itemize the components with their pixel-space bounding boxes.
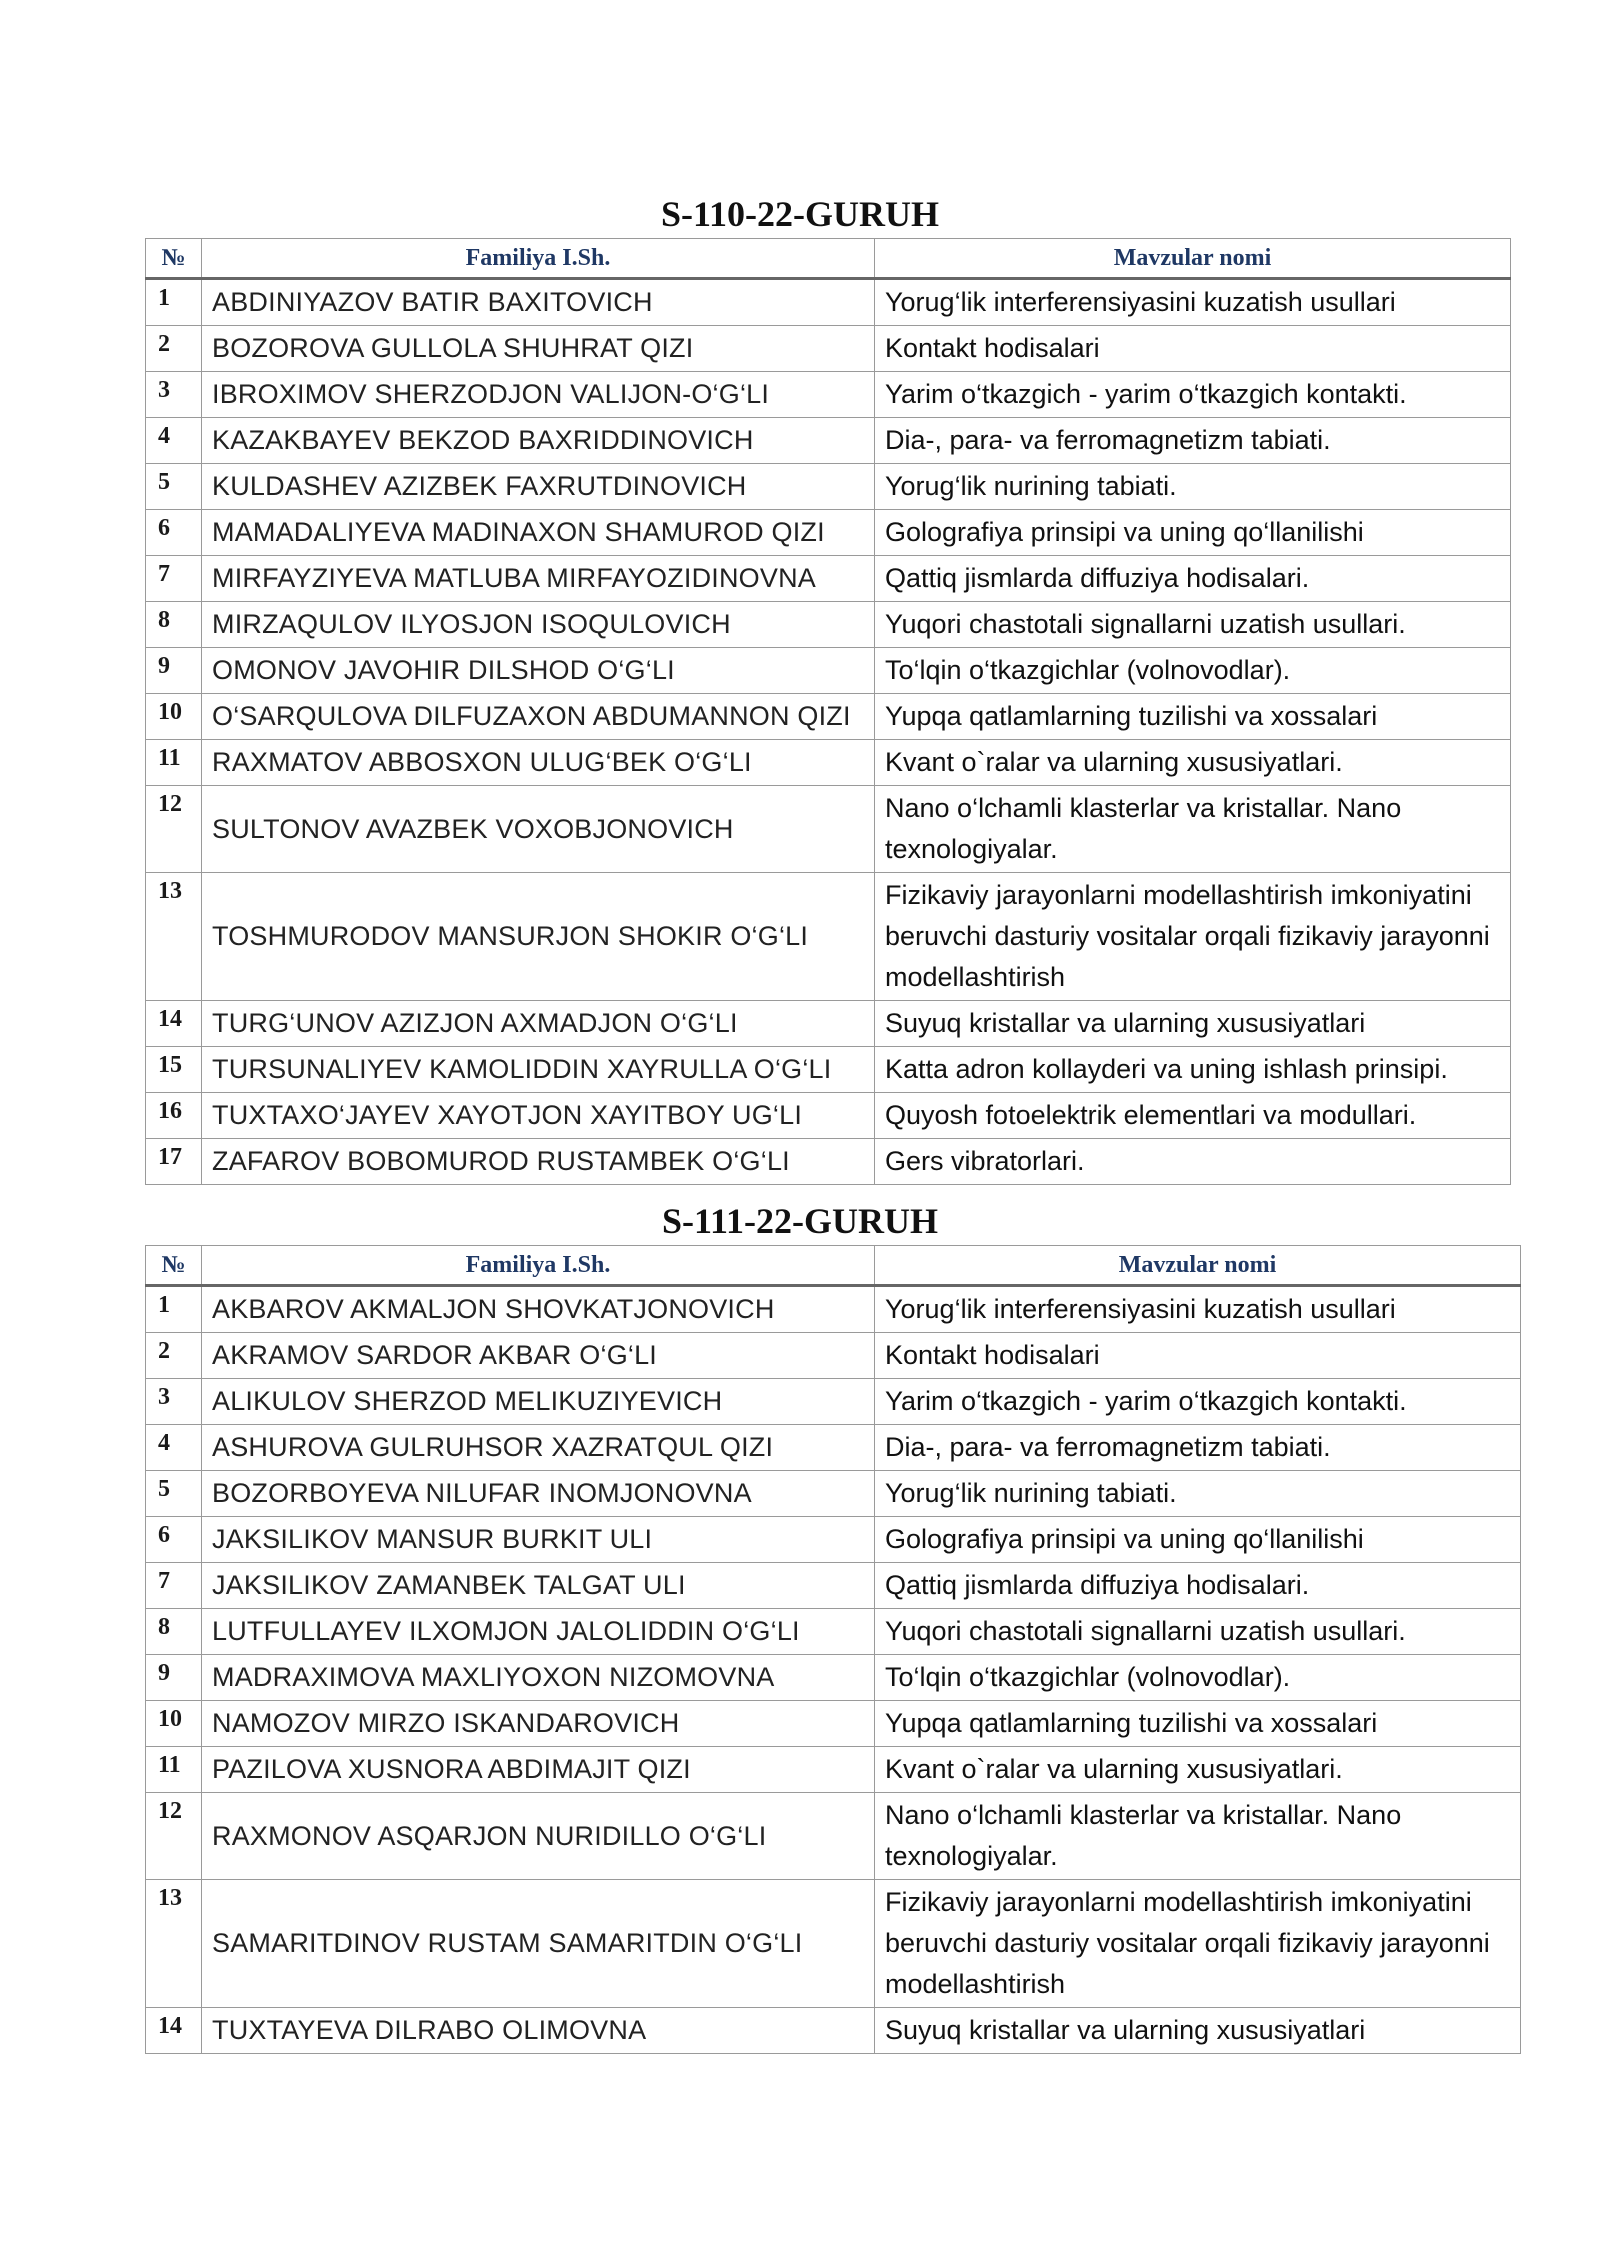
- topic-cell: Yupqa qatlamlarning tuzilishi va xossalari: [875, 694, 1511, 740]
- student-name-cell: SULTONOV AVAZBEK VOXOBJONOVICH: [202, 786, 875, 873]
- student-name-cell: TUXTAXO‘JAYEV XAYOTJON XAYITBOY UG‘LI: [202, 1093, 875, 1139]
- topic-cell: Fizikaviy jarayonlarni modellashtirish imkoniyatini beruvchi dasturiy vositalar orqali fizikaviy jarayonni modellashtirish: [875, 1880, 1521, 2008]
- topic-cell: To‘lqin o‘tkazgichlar (volnovodlar).: [875, 648, 1511, 694]
- student-name-cell: TURSUNALIYEV KAMOLIDDIN XAYRULLA O‘G‘LI: [202, 1047, 875, 1093]
- student-name-cell: PAZILOVA XUSNORA ABDIMAJIT QIZI: [202, 1747, 875, 1793]
- table-row: [146, 1047, 1511, 1093]
- table-row: [146, 1425, 1521, 1471]
- table-row: [146, 1286, 1521, 1333]
- student-name-cell: NAMOZOV MIRZO ISKANDAROVICH: [202, 1701, 875, 1747]
- student-topics-table: [145, 1245, 1521, 2054]
- row-number: 10: [146, 694, 202, 740]
- row-number: 1: [146, 1286, 202, 1333]
- column-header-name: Familiya I.Sh.: [202, 1246, 875, 1286]
- group-title: S-111-22-GURUH: [661, 1201, 938, 1241]
- table-row: [146, 510, 1511, 556]
- row-number: 6: [146, 1517, 202, 1563]
- row-number: 13: [146, 1880, 202, 2008]
- topic-cell: Dia-, para- va ferromagnetizm tabiati.: [875, 1425, 1521, 1471]
- table-row: [146, 1880, 1521, 2008]
- topic-cell: Yarim o‘tkazgich - yarim o‘tkazgich kontakti.: [875, 1379, 1521, 1425]
- table-body: [146, 279, 1511, 1185]
- topic-cell: Yuqori chastotali signallarni uzatish usullari.: [875, 602, 1511, 648]
- table-row: [146, 1747, 1521, 1793]
- topic-cell: Golografiya prinsipi va uning qo‘llanilishi: [875, 1517, 1521, 1563]
- row-number: 8: [146, 1609, 202, 1655]
- student-name-cell: TUXTAYEVA DILRABO OLIMOVNA: [202, 2008, 875, 2054]
- student-name-cell: KAZAKBAYEV BEKZOD BAXRIDDINOVICH: [202, 418, 875, 464]
- table-row: [146, 1379, 1521, 1425]
- row-number: 3: [146, 1379, 202, 1425]
- student-name-cell: LUTFULLAYEV ILXOMJON JALOLIDDIN O‘G‘LI: [202, 1609, 875, 1655]
- table-row: [146, 418, 1511, 464]
- row-number: 5: [146, 1471, 202, 1517]
- topic-cell: Quyosh fotoelektrik elementlari va modullari.: [875, 1093, 1511, 1139]
- table-row: [146, 1609, 1521, 1655]
- column-header-number: №: [146, 1246, 202, 1286]
- student-name-cell: BOZORBOYEVA NILUFAR INOMJONOVNA: [202, 1471, 875, 1517]
- row-number: 14: [146, 1001, 202, 1047]
- column-header-name: Familiya I.Sh.: [202, 239, 875, 279]
- table-row: [146, 786, 1511, 873]
- student-name-cell: TURG‘UNOV AZIZJON AXMADJON O‘G‘LI: [202, 1001, 875, 1047]
- topic-cell: Yorug‘lik interferensiyasini kuzatish usullari: [875, 1286, 1521, 1333]
- student-name-cell: KULDASHEV AZIZBEK FAXRUTDINOVICH: [202, 464, 875, 510]
- student-name-cell: ALIKULOV SHERZOD MELIKUZIYEVICH: [202, 1379, 875, 1425]
- student-name-cell: AKBAROV AKMALJON SHOVKATJONOVICH: [202, 1286, 875, 1333]
- topic-cell: Golografiya prinsipi va uning qo‘llanilishi: [875, 510, 1511, 556]
- table-row: [146, 1517, 1521, 1563]
- topic-cell: Suyuq kristallar va ularning xususiyatlari: [875, 1001, 1511, 1047]
- student-topics-table: [145, 238, 1511, 1185]
- topic-cell: Dia-, para- va ferromagnetizm tabiati.: [875, 418, 1511, 464]
- row-number: 12: [146, 1793, 202, 1880]
- row-number: 11: [146, 1747, 202, 1793]
- topic-cell: Yarim o‘tkazgich - yarim o‘tkazgich kontakti.: [875, 372, 1511, 418]
- topic-cell: Katta adron kollayderi va uning ishlash prinsipi.: [875, 1047, 1511, 1093]
- table-row: [146, 464, 1511, 510]
- row-number: 11: [146, 740, 202, 786]
- student-name-cell: BOZOROVA GULLOLA SHUHRAT QIZI: [202, 326, 875, 372]
- student-name-cell: OMONOV JAVOHIR DILSHOD O‘G‘LI: [202, 648, 875, 694]
- row-number: 7: [146, 1563, 202, 1609]
- student-name-cell: TOSHMURODOV MANSURJON SHOKIR O‘G‘LI: [202, 873, 875, 1001]
- row-number: 4: [146, 1425, 202, 1471]
- topic-cell: Gers vibratorlari.: [875, 1139, 1511, 1185]
- column-header-topic: Mavzular nomi: [875, 1246, 1521, 1286]
- table-header-row: [146, 239, 1511, 279]
- topic-cell: Kontakt hodisalari: [875, 326, 1511, 372]
- table-row: [146, 2008, 1521, 2054]
- table-row: [146, 556, 1511, 602]
- topic-cell: Fizikaviy jarayonlarni modellashtirish imkoniyatini beruvchi dasturiy vositalar orqali fizikaviy jarayonni modellashtirish: [875, 873, 1511, 1001]
- topic-cell: Yuqori chastotali signallarni uzatish usullari.: [875, 1609, 1521, 1655]
- table-row: [146, 1471, 1521, 1517]
- topic-cell: Kontakt hodisalari: [875, 1333, 1521, 1379]
- student-name-cell: AKRAMOV SARDOR AKBAR O‘G‘LI: [202, 1333, 875, 1379]
- row-number: 9: [146, 1655, 202, 1701]
- student-name-cell: RAXMATOV ABBOSXON ULUG‘BEK O‘G‘LI: [202, 740, 875, 786]
- student-name-cell: SAMARITDINOV RUSTAM SAMARITDIN O‘G‘LI: [202, 1880, 875, 2008]
- table-row: [146, 372, 1511, 418]
- table-row: [146, 1333, 1521, 1379]
- row-number: 2: [146, 326, 202, 372]
- table-row: [146, 1701, 1521, 1747]
- row-number: 15: [146, 1047, 202, 1093]
- table-body: [146, 1286, 1521, 2054]
- student-name-cell: MIRFAYZIYEVA MATLUBA MIRFAYOZIDINOVNA: [202, 556, 875, 602]
- row-number: 5: [146, 464, 202, 510]
- topic-cell: Kvant o`ralar va ularning xususiyatlari.: [875, 1747, 1521, 1793]
- table-row: [146, 279, 1511, 326]
- column-header-number: №: [146, 239, 202, 279]
- table-row: [146, 1793, 1521, 1880]
- row-number: 4: [146, 418, 202, 464]
- table-row: [146, 1655, 1521, 1701]
- row-number: 8: [146, 602, 202, 648]
- topic-cell: Yorug‘lik nurining tabiati.: [875, 464, 1511, 510]
- student-name-cell: JAKSILIKOV MANSUR BURKIT ULI: [202, 1517, 875, 1563]
- student-name-cell: RAXMONOV ASQARJON NURIDILLO O‘G‘LI: [202, 1793, 875, 1880]
- row-number: 10: [146, 1701, 202, 1747]
- table-row: [146, 873, 1511, 1001]
- student-name-cell: ABDINIYAZOV BATIR BAXITOVICH: [202, 279, 875, 326]
- student-name-cell: O‘SARQULOVA DILFUZAXON ABDUMANNON QIZI: [202, 694, 875, 740]
- topic-cell: Qattiq jismlarda diffuziya hodisalari.: [875, 556, 1511, 602]
- row-number: 14: [146, 2008, 202, 2054]
- topic-cell: Suyuq kristallar va ularning xususiyatlari: [875, 2008, 1521, 2054]
- topic-cell: Nano o‘lchamli klasterlar va kristallar. Nano texnologiyalar.: [875, 1793, 1521, 1880]
- group-section-1: [0, 190, 1600, 1185]
- topic-cell: Yorug‘lik interferensiyasini kuzatish usullari: [875, 279, 1511, 326]
- topic-cell: Kvant o`ralar va ularning xususiyatlari.: [875, 740, 1511, 786]
- table-row: [146, 326, 1511, 372]
- group-title: S-110-22-GURUH: [661, 194, 939, 234]
- topic-cell: Yorug‘lik nurining tabiati.: [875, 1471, 1521, 1517]
- student-name-cell: IBROXIMOV SHERZODJON VALIJON-O‘G‘LI: [202, 372, 875, 418]
- table-row: [146, 602, 1511, 648]
- student-name-cell: MAMADALIYEVA MADINAXON SHAMUROD QIZI: [202, 510, 875, 556]
- topic-cell: Yupqa qatlamlarning tuzilishi va xossalari: [875, 1701, 1521, 1747]
- row-number: 1: [146, 279, 202, 326]
- student-name-cell: ZAFAROV BOBOMUROD RUSTAMBEK O‘G‘LI: [202, 1139, 875, 1185]
- student-name-cell: JAKSILIKOV ZAMANBEK TALGAT ULI: [202, 1563, 875, 1609]
- table-row: [146, 1093, 1511, 1139]
- row-number: 2: [146, 1333, 202, 1379]
- table-row: [146, 740, 1511, 786]
- student-name-cell: MIRZAQULOV ILYOSJON ISOQULOVICH: [202, 602, 875, 648]
- student-name-cell: MADRAXIMOVA MAXLIYOXON NIZOMOVNA: [202, 1655, 875, 1701]
- row-number: 7: [146, 556, 202, 602]
- table-row: [146, 648, 1511, 694]
- row-number: 17: [146, 1139, 202, 1185]
- column-header-topic: Mavzular nomi: [875, 239, 1511, 279]
- row-number: 6: [146, 510, 202, 556]
- topic-cell: Nano o‘lchamli klasterlar va kristallar. Nano texnologiyalar.: [875, 786, 1511, 873]
- table-row: [146, 694, 1511, 740]
- topic-cell: To‘lqin o‘tkazgichlar (volnovodlar).: [875, 1655, 1521, 1701]
- table-header-row: [146, 1246, 1521, 1286]
- row-number: 16: [146, 1093, 202, 1139]
- group-section-2: [0, 1197, 1600, 2054]
- table-row: [146, 1139, 1511, 1185]
- topic-cell: Qattiq jismlarda diffuziya hodisalari.: [875, 1563, 1521, 1609]
- table-row: [146, 1563, 1521, 1609]
- row-number: 12: [146, 786, 202, 873]
- row-number: 13: [146, 873, 202, 1001]
- student-name-cell: ASHUROVA GULRUHSOR XAZRATQUL QIZI: [202, 1425, 875, 1471]
- row-number: 9: [146, 648, 202, 694]
- table-row: [146, 1001, 1511, 1047]
- row-number: 3: [146, 372, 202, 418]
